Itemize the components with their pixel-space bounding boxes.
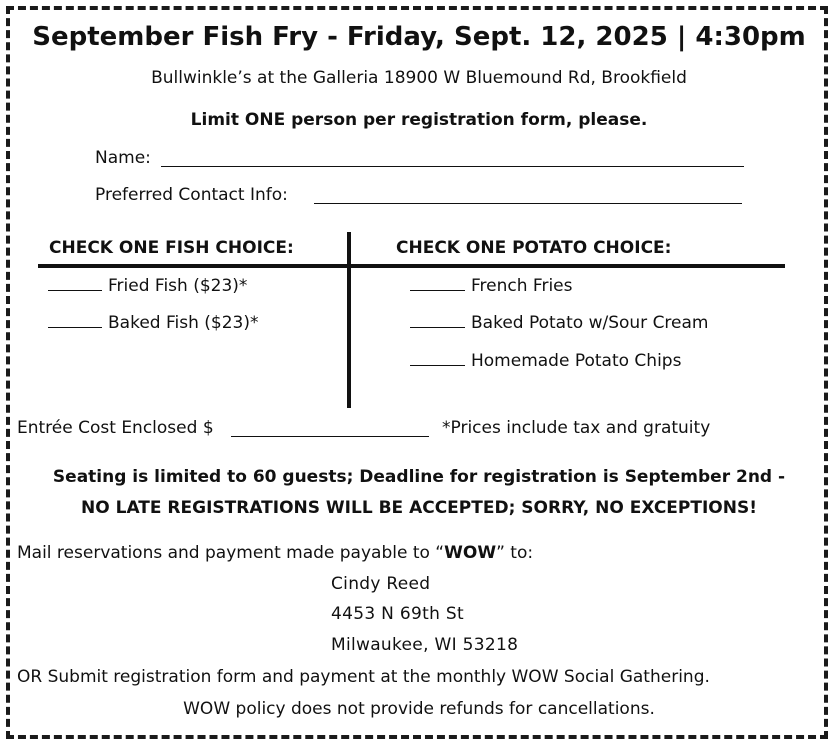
mail-intro-before: Mail reservations and payment made payable to “ xyxy=(17,543,445,563)
checkbox-blank[interactable] xyxy=(48,276,102,291)
no-late-notice: NO LATE REGISTRATIONS WILL BE ACCEPTED; SORRY, NO EXCEPTIONS! xyxy=(81,498,757,518)
table-divider-vertical xyxy=(347,232,351,408)
deadline-notice: Seating is limited to 60 guests; Deadline for registration is September 2nd - xyxy=(52,467,786,487)
payee-name: WOW xyxy=(444,543,497,563)
checkbox-blank[interactable] xyxy=(410,276,465,291)
checkbox-blank[interactable] xyxy=(48,313,102,328)
price-note: *Prices include tax and gratuity xyxy=(442,418,711,438)
venue-line: Bullwinkle’s at the Galleria 18900 W Bluemound Rd, Brookfield xyxy=(151,68,687,88)
name-input-line[interactable] xyxy=(161,152,744,167)
option-label: Homemade Potato Chips xyxy=(471,351,682,371)
fish-option-fried[interactable] xyxy=(48,276,247,296)
option-label: Baked Fish ($23)* xyxy=(108,313,259,333)
checkbox-blank[interactable] xyxy=(410,313,465,328)
mail-instructions xyxy=(17,543,533,563)
cost-label: Entrée Cost Enclosed $ xyxy=(17,418,214,438)
event-title: September Fish Fry - Friday, Sept. 12, 2025 | 4:30pm xyxy=(32,22,806,52)
option-label: Fried Fish ($23)* xyxy=(108,276,248,296)
contact-input-line[interactable] xyxy=(314,189,742,204)
mail-intro-after: ” to: xyxy=(496,543,534,563)
cost-input-line[interactable] xyxy=(231,422,429,437)
fish-choice-heading: CHECK ONE FISH CHOICE: xyxy=(49,238,294,258)
refund-policy: WOW policy does not provide refunds for cancellations. xyxy=(183,699,655,719)
alt-submit-note: OR Submit registration form and payment at the monthly WOW Social Gathering. xyxy=(17,667,710,687)
table-divider-horizontal xyxy=(38,264,785,268)
potato-option-baked[interactable] xyxy=(410,313,709,333)
potato-choice-heading: CHECK ONE POTATO CHOICE: xyxy=(396,238,672,258)
recipient-name: Cindy Reed xyxy=(331,574,431,594)
fish-option-baked[interactable] xyxy=(48,313,259,333)
recipient-city: Milwaukee, WI 53218 xyxy=(331,635,519,655)
option-label: French Fries xyxy=(471,276,573,296)
contact-label: Preferred Contact Info: xyxy=(95,185,288,205)
limit-note: Limit ONE person per registration form, please. xyxy=(190,110,648,130)
option-label: Baked Potato w/Sour Cream xyxy=(471,313,709,333)
potato-option-chips[interactable] xyxy=(410,351,681,371)
checkbox-blank[interactable] xyxy=(410,351,465,366)
recipient-street: 4453 N 69th St xyxy=(331,604,464,624)
name-label: Name: xyxy=(95,148,151,168)
potato-option-fries[interactable] xyxy=(410,276,573,296)
